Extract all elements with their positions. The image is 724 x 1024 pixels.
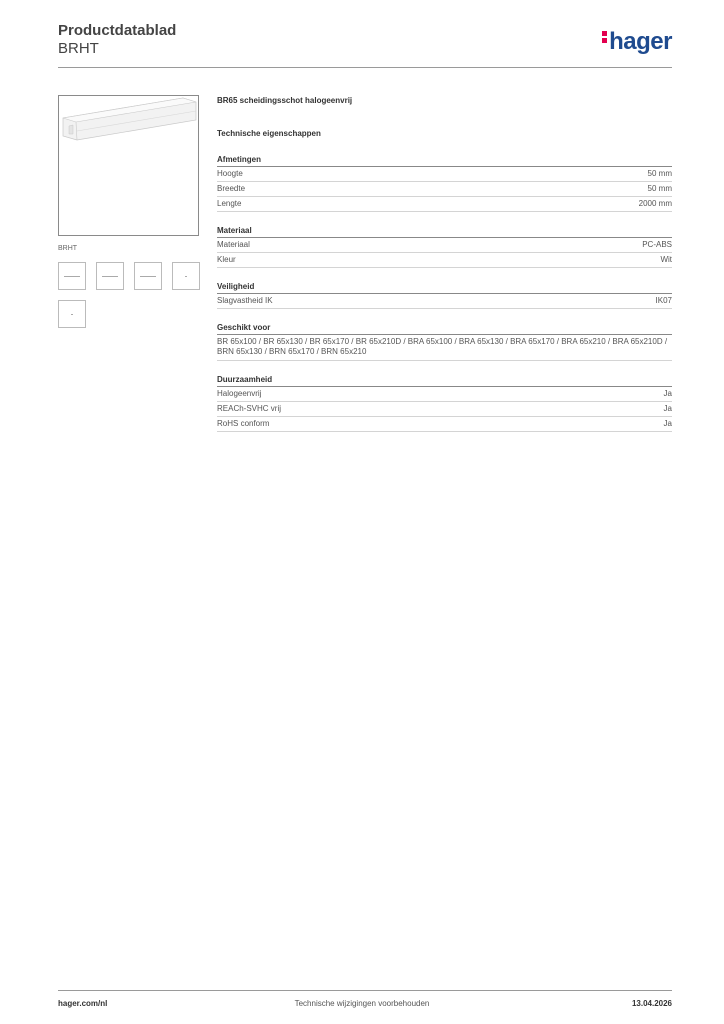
section-afmetingen <box>217 155 672 212</box>
product-image <box>58 95 199 236</box>
thumbnail-5[interactable] <box>58 300 86 328</box>
product-code: BRHT <box>58 40 99 57</box>
section-title: Geschikt voor <box>217 323 672 335</box>
spec-label: Slagvastheid IK <box>217 296 273 305</box>
spec-value: Ja <box>663 404 672 413</box>
spec-row <box>217 417 672 432</box>
spec-row <box>217 387 672 402</box>
spec-value: Ja <box>663 389 672 398</box>
spec-label: Lengte <box>217 199 242 208</box>
spec-label: Materiaal <box>217 240 250 249</box>
compatible-products: BR 65x100 / BR 65x130 / BR 65x170 / BR 65x210D / BRA 65x100 / BRA 65x130 / BRA 65x170 / BRA 65x210 / BRA 65x210D / BRN 65x130 / BRN 65x170 / BRN 65x210 <box>217 335 672 361</box>
spec-value: 50 mm <box>647 184 672 193</box>
hager-logo <box>602 28 672 56</box>
thumbnail-3[interactable] <box>134 262 162 290</box>
spec-row <box>217 253 672 268</box>
spec-value: PC-ABS <box>642 240 672 249</box>
spec-row <box>217 182 672 197</box>
spec-value: 50 mm <box>647 169 672 178</box>
image-caption: BRHT <box>58 245 78 252</box>
spec-value: Wit <box>660 255 672 264</box>
product-specs <box>217 96 672 432</box>
logo-dots-icon <box>602 31 607 45</box>
footer-website-link[interactable]: hager.com/nl <box>58 999 108 1008</box>
section-title: Veiligheid <box>217 282 672 294</box>
spec-label: Hoogte <box>217 169 243 178</box>
spec-row <box>217 238 672 253</box>
section-title: Afmetingen <box>217 155 672 167</box>
spec-row <box>217 294 672 309</box>
section-title: Duurzaamheid <box>217 375 672 387</box>
thumbnail-1[interactable] <box>58 262 86 290</box>
thumbnail-2[interactable] <box>96 262 124 290</box>
section-veiligheid <box>217 282 672 309</box>
spec-label: Breedte <box>217 184 246 193</box>
specs-heading: Technische eigenschappen <box>217 129 321 138</box>
spec-label: Kleur <box>217 255 236 264</box>
spec-row <box>217 167 672 182</box>
document-title: Productdatablad <box>58 22 177 39</box>
spec-value: IK07 <box>655 296 672 305</box>
footer-divider <box>58 990 672 991</box>
cable-partition-icon <box>59 96 198 235</box>
footer-date: 13.04.2026 <box>631 999 672 1008</box>
section-title: Materiaal <box>217 226 672 238</box>
spec-row <box>217 402 672 417</box>
spec-label: Halogeenvrij <box>217 389 262 398</box>
footer-disclaimer: Technische wijzigingen voorbehouden <box>294 999 430 1008</box>
header-divider <box>58 67 672 68</box>
section-geschikt-voor <box>217 323 672 361</box>
spec-value: Ja <box>663 419 672 428</box>
logo-text: hager <box>609 28 672 55</box>
spec-row <box>217 197 672 212</box>
product-name: BR65 scheidingsschot halogeenvrij <box>217 96 353 105</box>
spec-label: REACh-SVHC vrij <box>217 404 282 413</box>
thumbnail-4[interactable] <box>172 262 200 290</box>
spec-label: RoHS conform <box>217 419 270 428</box>
section-duurzaamheid <box>217 375 672 432</box>
spec-value: 2000 mm <box>638 199 672 208</box>
section-materiaal <box>217 226 672 268</box>
